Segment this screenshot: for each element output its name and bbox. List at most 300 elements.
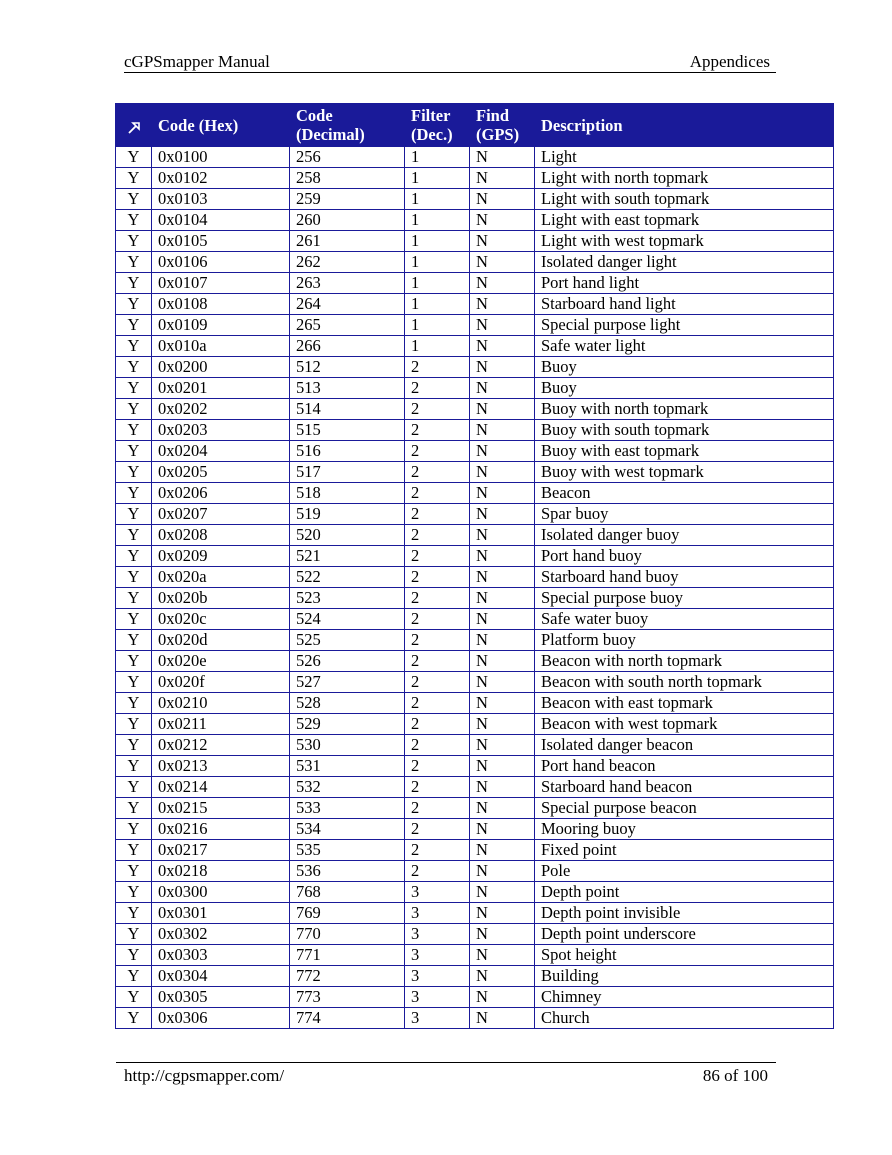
table-cell: Y — [116, 420, 152, 441]
table-cell: 0x0207 — [152, 504, 290, 525]
table-cell: N — [470, 231, 535, 252]
table-cell: 3 — [405, 1008, 470, 1029]
table-cell: N — [470, 294, 535, 315]
table-cell: 2 — [405, 861, 470, 882]
table-header-row — [116, 104, 834, 147]
table-cell: N — [470, 882, 535, 903]
table-cell: 2 — [405, 714, 470, 735]
table-cell: Buoy — [535, 357, 834, 378]
table-cell: Starboard hand light — [535, 294, 834, 315]
table-cell: Y — [116, 966, 152, 987]
table-cell: 2 — [405, 777, 470, 798]
table-cell: N — [470, 924, 535, 945]
table-cell: 1 — [405, 189, 470, 210]
table-cell: Y — [116, 840, 152, 861]
table-row — [116, 777, 834, 798]
column-header: Code (Decimal) — [290, 104, 405, 147]
table-cell: N — [470, 336, 535, 357]
table-row — [116, 147, 834, 168]
table-cell: 1 — [405, 252, 470, 273]
column-header: Description — [535, 104, 834, 147]
table-cell: 1 — [405, 336, 470, 357]
table-cell: 0x0106 — [152, 252, 290, 273]
table-cell: 3 — [405, 924, 470, 945]
table-cell: Y — [116, 441, 152, 462]
table-cell: 521 — [290, 546, 405, 567]
table-row — [116, 945, 834, 966]
table-row — [116, 756, 834, 777]
table-cell: 1 — [405, 231, 470, 252]
table-cell: Light with north topmark — [535, 168, 834, 189]
table-cell: Isolated danger buoy — [535, 525, 834, 546]
table-cell: Y — [116, 903, 152, 924]
table-cell: 523 — [290, 588, 405, 609]
table-cell: Light with east topmark — [535, 210, 834, 231]
table-cell: 2 — [405, 483, 470, 504]
table-cell: 0x0303 — [152, 945, 290, 966]
table-cell: Isolated danger beacon — [535, 735, 834, 756]
table-cell: 3 — [405, 966, 470, 987]
table-cell: Depth point invisible — [535, 903, 834, 924]
table-cell: N — [470, 588, 535, 609]
pin-icon — [127, 120, 141, 134]
column-header: Code (Hex) — [152, 104, 290, 147]
table-cell: 0x0100 — [152, 147, 290, 168]
table-cell: Y — [116, 567, 152, 588]
table-row — [116, 357, 834, 378]
table-cell: 0x020c — [152, 609, 290, 630]
table-row — [116, 315, 834, 336]
table-row — [116, 483, 834, 504]
table-cell: 2 — [405, 567, 470, 588]
table-cell: Y — [116, 924, 152, 945]
table-cell: 770 — [290, 924, 405, 945]
table-cell: 1 — [405, 273, 470, 294]
table-cell: 525 — [290, 630, 405, 651]
table-cell: Building — [535, 966, 834, 987]
table-cell: 260 — [290, 210, 405, 231]
table-cell: 772 — [290, 966, 405, 987]
table-cell: 1 — [405, 147, 470, 168]
table-cell: N — [470, 840, 535, 861]
table-cell: 259 — [290, 189, 405, 210]
table-cell: 524 — [290, 609, 405, 630]
table-cell: 0x0217 — [152, 840, 290, 861]
table-row — [116, 588, 834, 609]
footer-url: http://cgpsmapper.com/ — [124, 1066, 285, 1085]
point-types-table — [115, 103, 834, 1029]
table-cell: Y — [116, 252, 152, 273]
table-cell: Y — [116, 168, 152, 189]
table-cell: Y — [116, 777, 152, 798]
table-cell: 2 — [405, 693, 470, 714]
table-cell: 2 — [405, 462, 470, 483]
table-row — [116, 924, 834, 945]
table-cell: Y — [116, 462, 152, 483]
table-cell: 2 — [405, 672, 470, 693]
page-footer — [116, 1062, 776, 1085]
table-cell: 519 — [290, 504, 405, 525]
table-cell: 2 — [405, 735, 470, 756]
table-cell: 1 — [405, 210, 470, 231]
table-cell: N — [470, 546, 535, 567]
table-cell: N — [470, 798, 535, 819]
table-cell: Y — [116, 882, 152, 903]
table-cell: Beacon with east topmark — [535, 693, 834, 714]
table-cell: N — [470, 903, 535, 924]
table-cell: 536 — [290, 861, 405, 882]
table-cell: 0x0203 — [152, 420, 290, 441]
table-cell: 3 — [405, 945, 470, 966]
table-cell: 522 — [290, 567, 405, 588]
table-cell: 263 — [290, 273, 405, 294]
table-row — [116, 252, 834, 273]
table-row — [116, 966, 834, 987]
table-cell: 264 — [290, 294, 405, 315]
table-cell: 526 — [290, 651, 405, 672]
table-row — [116, 399, 834, 420]
table-cell: 774 — [290, 1008, 405, 1029]
table-cell: Starboard hand buoy — [535, 567, 834, 588]
table-cell: N — [470, 756, 535, 777]
table-cell: Safe water buoy — [535, 609, 834, 630]
table-cell: 0x0204 — [152, 441, 290, 462]
table-cell: 1 — [405, 315, 470, 336]
table-cell: 769 — [290, 903, 405, 924]
table-cell: 514 — [290, 399, 405, 420]
table-cell: Port hand beacon — [535, 756, 834, 777]
table-row — [116, 210, 834, 231]
table-cell: Starboard hand beacon — [535, 777, 834, 798]
table-cell: Y — [116, 273, 152, 294]
table-cell: 3 — [405, 882, 470, 903]
table-cell: 528 — [290, 693, 405, 714]
table-cell: Buoy with north topmark — [535, 399, 834, 420]
table-cell: N — [470, 315, 535, 336]
table-cell: 530 — [290, 735, 405, 756]
table-cell: Y — [116, 630, 152, 651]
table-cell: Y — [116, 693, 152, 714]
table-cell: N — [470, 462, 535, 483]
table-cell: N — [470, 861, 535, 882]
table-cell: Special purpose light — [535, 315, 834, 336]
table-cell: Buoy with east topmark — [535, 441, 834, 462]
table-cell: N — [470, 945, 535, 966]
table-cell: 533 — [290, 798, 405, 819]
table-cell: 0x0102 — [152, 168, 290, 189]
table-cell: 0x020d — [152, 630, 290, 651]
table-cell: 2 — [405, 756, 470, 777]
table-row — [116, 420, 834, 441]
table-cell: Chimney — [535, 987, 834, 1008]
table-cell: Special purpose beacon — [535, 798, 834, 819]
table-cell: N — [470, 714, 535, 735]
table-cell: 0x0218 — [152, 861, 290, 882]
table-cell: Y — [116, 588, 152, 609]
table-row — [116, 798, 834, 819]
table-cell: 2 — [405, 504, 470, 525]
table-cell: 0x020e — [152, 651, 290, 672]
table-cell: Y — [116, 336, 152, 357]
table-cell: 771 — [290, 945, 405, 966]
table-cell: Light — [535, 147, 834, 168]
table-cell: N — [470, 672, 535, 693]
table-cell: N — [470, 441, 535, 462]
table-row — [116, 1008, 834, 1029]
table-cell: 0x0206 — [152, 483, 290, 504]
table-cell: 0x0105 — [152, 231, 290, 252]
table-cell: Spot height — [535, 945, 834, 966]
table-cell: Y — [116, 315, 152, 336]
table-cell: Platform buoy — [535, 630, 834, 651]
table-body — [116, 147, 834, 1029]
table-row — [116, 294, 834, 315]
table-cell: Church — [535, 1008, 834, 1029]
table-cell: 0x0214 — [152, 777, 290, 798]
table-cell: 2 — [405, 588, 470, 609]
table-row — [116, 168, 834, 189]
table-cell: 0x0212 — [152, 735, 290, 756]
table-cell: N — [470, 1008, 535, 1029]
table-cell: Y — [116, 357, 152, 378]
column-header-icon — [116, 104, 152, 147]
table-cell: Safe water light — [535, 336, 834, 357]
table-cell: Buoy with south topmark — [535, 420, 834, 441]
table-row — [116, 441, 834, 462]
table-cell: N — [470, 252, 535, 273]
table-cell: Depth point underscore — [535, 924, 834, 945]
table-cell: Y — [116, 798, 152, 819]
table-cell: 516 — [290, 441, 405, 462]
table-cell: 0x0210 — [152, 693, 290, 714]
table-row — [116, 378, 834, 399]
table-cell: 0x0208 — [152, 525, 290, 546]
table-cell: Special purpose buoy — [535, 588, 834, 609]
table-cell: 527 — [290, 672, 405, 693]
table-cell: Y — [116, 672, 152, 693]
table-cell: 0x020a — [152, 567, 290, 588]
table-cell: 256 — [290, 147, 405, 168]
table-cell: Y — [116, 483, 152, 504]
table-cell: Pole — [535, 861, 834, 882]
table-cell: N — [470, 168, 535, 189]
table-cell: N — [470, 378, 535, 399]
table-row — [116, 546, 834, 567]
table-cell: 535 — [290, 840, 405, 861]
table-cell: 512 — [290, 357, 405, 378]
header-section: Appendices — [689, 52, 770, 71]
table-cell: 513 — [290, 378, 405, 399]
table-cell: N — [470, 147, 535, 168]
page-number: 86 of 100 — [702, 1066, 768, 1085]
table-row — [116, 231, 834, 252]
table-cell: Y — [116, 546, 152, 567]
table-cell: Y — [116, 504, 152, 525]
table-row — [116, 651, 834, 672]
column-header: Find (GPS) — [470, 104, 535, 147]
table-cell: 529 — [290, 714, 405, 735]
table-cell: 773 — [290, 987, 405, 1008]
table-cell: N — [470, 693, 535, 714]
table-cell: 0x020b — [152, 588, 290, 609]
table-cell: 2 — [405, 819, 470, 840]
table-cell: Fixed point — [535, 840, 834, 861]
table-cell: Y — [116, 651, 152, 672]
table-row — [116, 819, 834, 840]
table-row — [116, 882, 834, 903]
table-row — [116, 672, 834, 693]
table-cell: 515 — [290, 420, 405, 441]
table-row — [116, 714, 834, 735]
table-cell: N — [470, 189, 535, 210]
table-cell: 0x0306 — [152, 1008, 290, 1029]
table-cell: 2 — [405, 546, 470, 567]
table-row — [116, 903, 834, 924]
table-cell: 3 — [405, 903, 470, 924]
table-cell: N — [470, 651, 535, 672]
table-cell: 265 — [290, 315, 405, 336]
table-cell: 2 — [405, 630, 470, 651]
table-row — [116, 609, 834, 630]
table-cell: 2 — [405, 441, 470, 462]
table-cell: 0x0305 — [152, 987, 290, 1008]
table-cell: 0x0104 — [152, 210, 290, 231]
table-cell: 517 — [290, 462, 405, 483]
table-cell: Y — [116, 525, 152, 546]
table-cell: N — [470, 567, 535, 588]
table-cell: Y — [116, 210, 152, 231]
table-row — [116, 861, 834, 882]
table-cell: Y — [116, 861, 152, 882]
table-cell: 1 — [405, 294, 470, 315]
table-cell: Beacon with south north topmark — [535, 672, 834, 693]
table-cell: 0x0211 — [152, 714, 290, 735]
table-cell: 2 — [405, 798, 470, 819]
table-cell: 532 — [290, 777, 405, 798]
table-cell: 258 — [290, 168, 405, 189]
table-row — [116, 336, 834, 357]
column-header: Filter (Dec.) — [405, 104, 470, 147]
table-cell: 520 — [290, 525, 405, 546]
table-cell: N — [470, 399, 535, 420]
table-cell: 2 — [405, 399, 470, 420]
table-cell: Y — [116, 756, 152, 777]
table-cell: Y — [116, 189, 152, 210]
table-cell: Light with west topmark — [535, 231, 834, 252]
table-cell: N — [470, 420, 535, 441]
table-row — [116, 840, 834, 861]
table-cell: Y — [116, 945, 152, 966]
table-cell: 0x0301 — [152, 903, 290, 924]
table-cell: 2 — [405, 609, 470, 630]
table-cell: 0x0213 — [152, 756, 290, 777]
table-cell: N — [470, 987, 535, 1008]
table-cell: 0x0216 — [152, 819, 290, 840]
table-cell: Beacon — [535, 483, 834, 504]
table-cell: Buoy with west topmark — [535, 462, 834, 483]
table-cell: 1 — [405, 168, 470, 189]
table-cell: 3 — [405, 987, 470, 1008]
table-cell: 0x0202 — [152, 399, 290, 420]
table-cell: Y — [116, 987, 152, 1008]
table-cell: 0x0300 — [152, 882, 290, 903]
table-cell: 262 — [290, 252, 405, 273]
header-title: cGPSmapper Manual — [124, 52, 270, 71]
table-cell: 2 — [405, 378, 470, 399]
table-cell: 2 — [405, 357, 470, 378]
table-cell: N — [470, 525, 535, 546]
table-cell: Mooring buoy — [535, 819, 834, 840]
table-cell: 518 — [290, 483, 405, 504]
table-cell: N — [470, 777, 535, 798]
table-cell: Buoy — [535, 378, 834, 399]
table-cell: 0x0108 — [152, 294, 290, 315]
table-cell: Port hand light — [535, 273, 834, 294]
table-row — [116, 462, 834, 483]
table-cell: 2 — [405, 651, 470, 672]
table-cell: 2 — [405, 420, 470, 441]
table-cell: N — [470, 273, 535, 294]
table-row — [116, 189, 834, 210]
table-row — [116, 567, 834, 588]
table-cell: 0x0215 — [152, 798, 290, 819]
table-row — [116, 735, 834, 756]
table-cell: Y — [116, 714, 152, 735]
table-cell: 261 — [290, 231, 405, 252]
table-cell: 0x0107 — [152, 273, 290, 294]
table-cell: 0x0103 — [152, 189, 290, 210]
table-cell: Y — [116, 609, 152, 630]
table-cell: Y — [116, 1008, 152, 1029]
table-cell: 2 — [405, 525, 470, 546]
table-cell: N — [470, 210, 535, 231]
table-cell: Y — [116, 294, 152, 315]
table-cell: 531 — [290, 756, 405, 777]
table-cell: Y — [116, 735, 152, 756]
table-cell: 0x0201 — [152, 378, 290, 399]
table-row — [116, 504, 834, 525]
table-cell: 0x0304 — [152, 966, 290, 987]
table-cell: Y — [116, 378, 152, 399]
table-cell: 0x0205 — [152, 462, 290, 483]
table-cell: N — [470, 609, 535, 630]
table-cell: 266 — [290, 336, 405, 357]
table-cell: Y — [116, 399, 152, 420]
table-row — [116, 273, 834, 294]
table-cell: Y — [116, 819, 152, 840]
page-header — [124, 52, 776, 73]
table-cell: Depth point — [535, 882, 834, 903]
table-cell: Light with south topmark — [535, 189, 834, 210]
table-row — [116, 630, 834, 651]
table-cell: Beacon with west topmark — [535, 714, 834, 735]
table-cell: 0x0200 — [152, 357, 290, 378]
table-cell: 534 — [290, 819, 405, 840]
table-cell: N — [470, 483, 535, 504]
table-cell: Port hand buoy — [535, 546, 834, 567]
table-row — [116, 525, 834, 546]
table-cell: 0x020f — [152, 672, 290, 693]
table-cell: N — [470, 357, 535, 378]
table-cell: N — [470, 819, 535, 840]
table-cell: Beacon with north topmark — [535, 651, 834, 672]
table-cell: Y — [116, 147, 152, 168]
table-cell: Spar buoy — [535, 504, 834, 525]
table-cell: 0x010a — [152, 336, 290, 357]
table-cell: N — [470, 966, 535, 987]
table-cell: N — [470, 630, 535, 651]
table-cell: 2 — [405, 840, 470, 861]
